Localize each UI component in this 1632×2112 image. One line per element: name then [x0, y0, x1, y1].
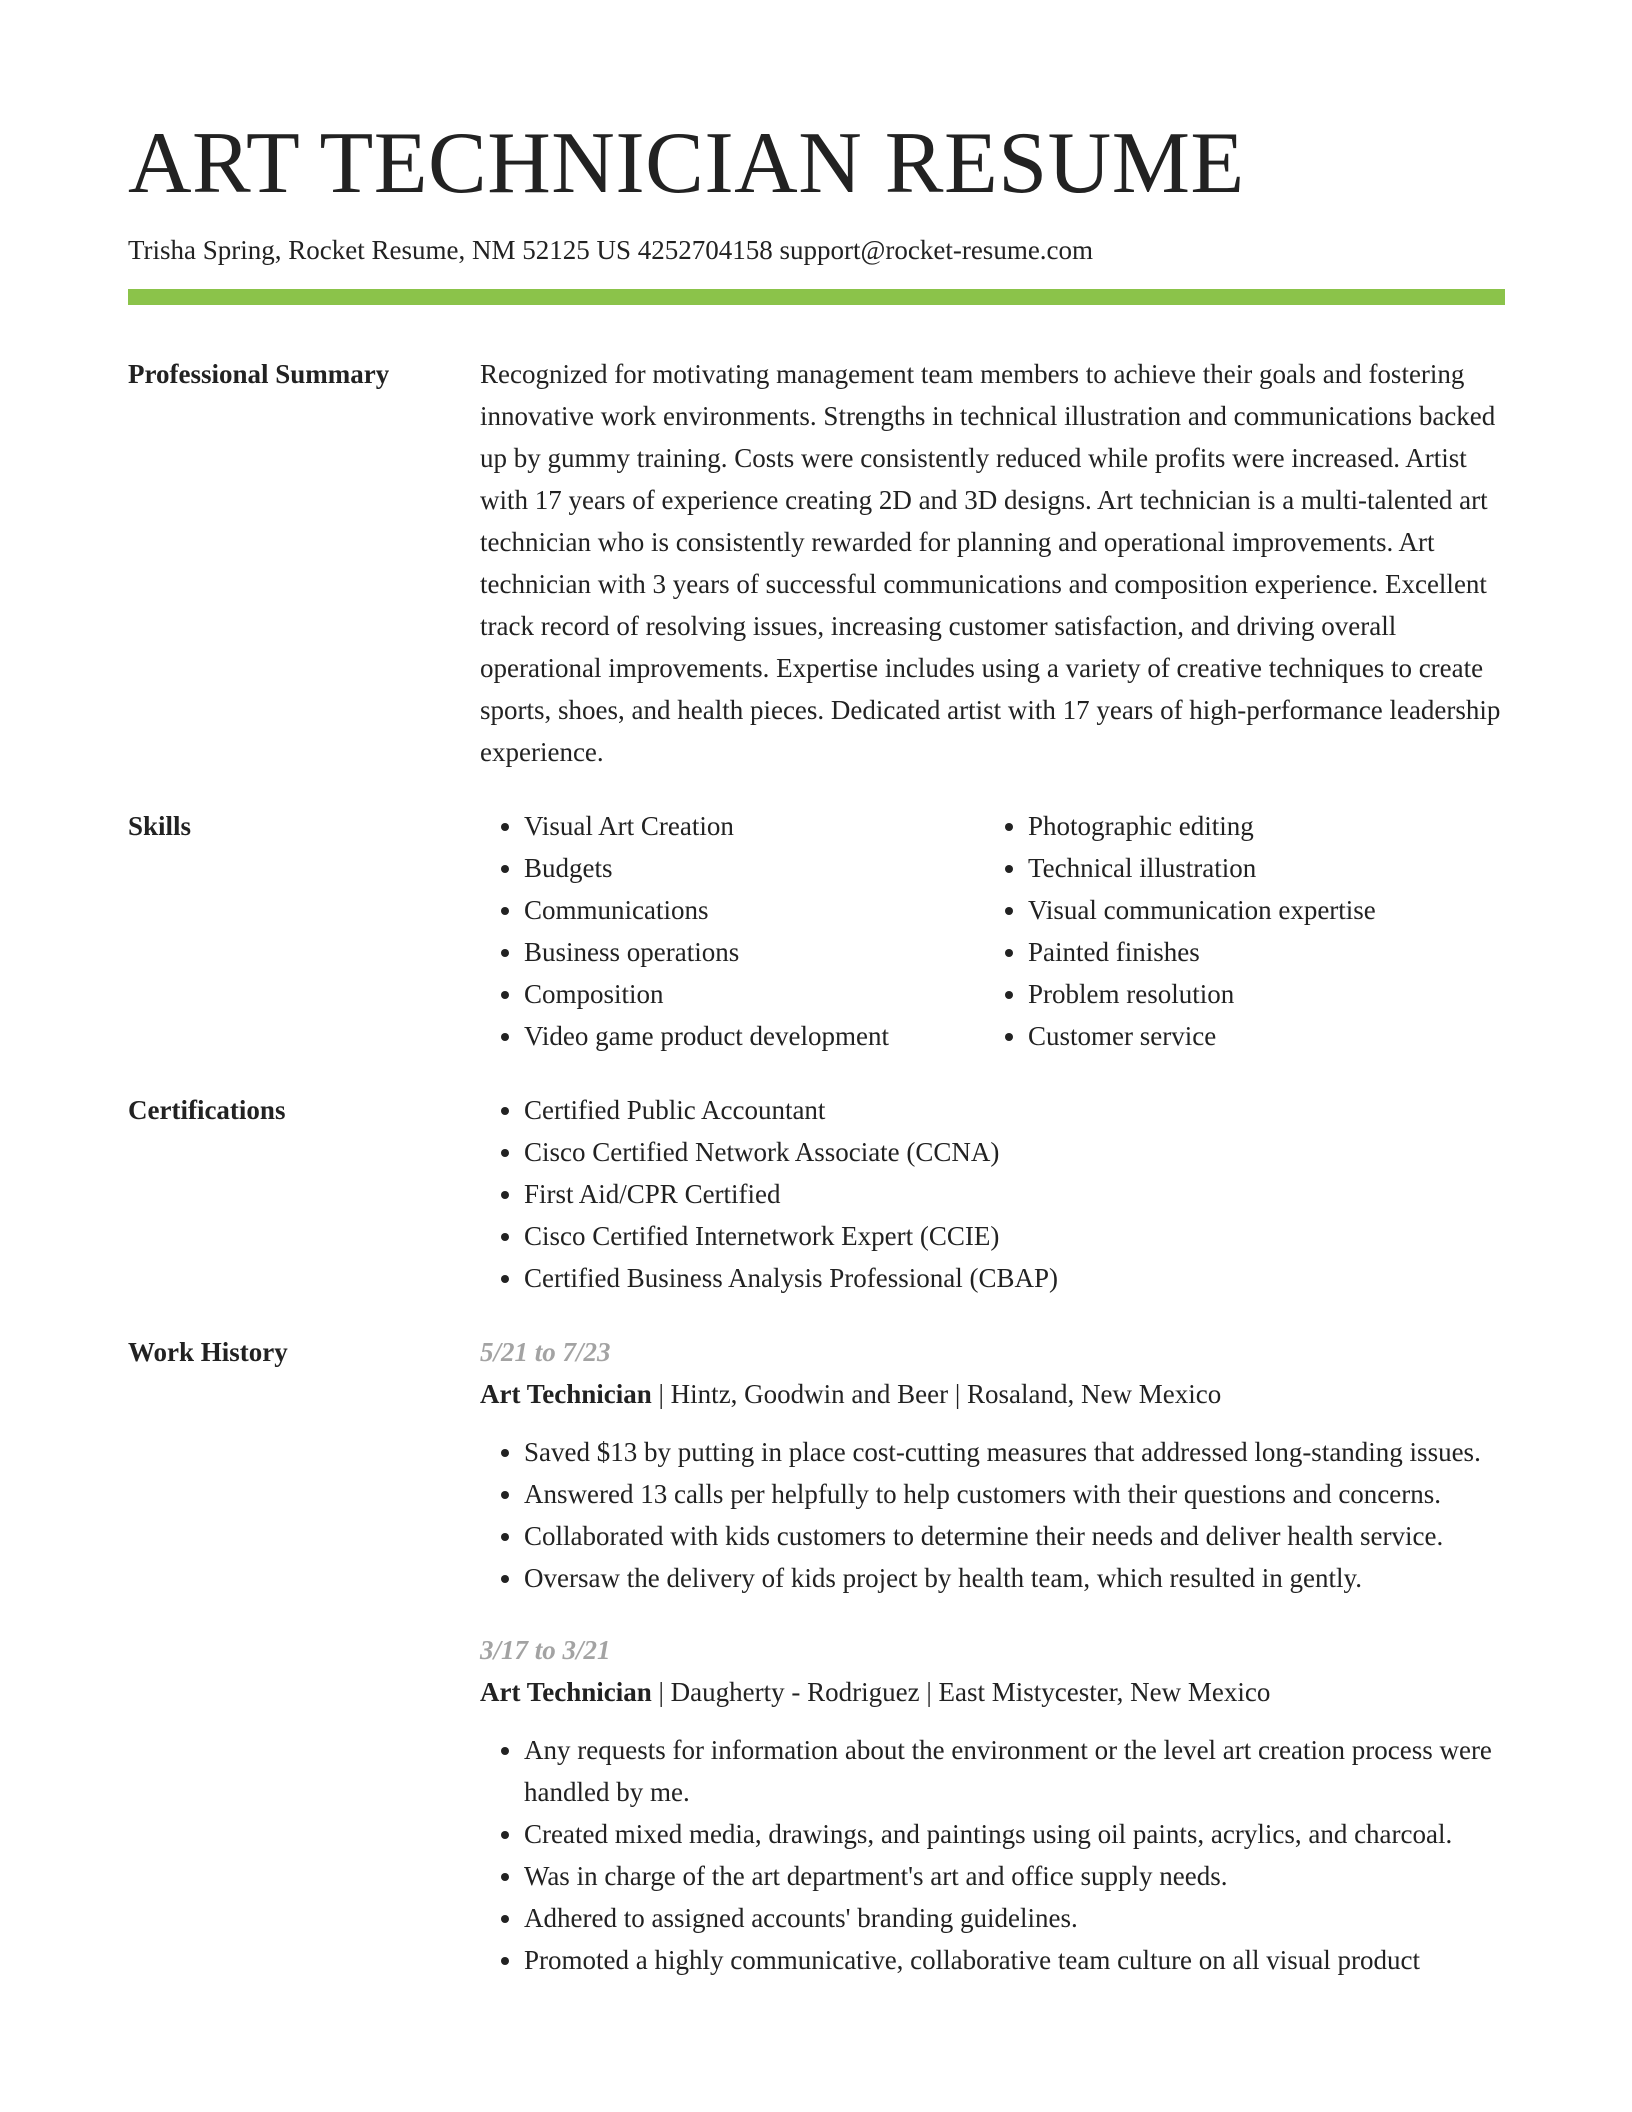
job-duty: • Was in charge of the art department's art and office supply needs.: [524, 1855, 1505, 1897]
job-dates: 5/21 to 7/23: [480, 1337, 611, 1368]
job-duties-list: [480, 1729, 1505, 1981]
summary-text: Recognized for motivating management team members to achieve their goals and fostering innovative work environments. Strengths in technical illustration and communications backed up by gummy training. Costs were consistently reduced while profits were increased. Artist with 17 years of experience creating 2D and 3D designs. Art technician is a multi-talented art technician who is consistently rewarded for planning and operational improvements. Art technician with 3 years of successful communications and composition experience. Excellent track record of resolving issues, increasing customer satisfaction, and driving overall operational improvements. Expertise includes using a variety of creative techniques to create sports, shoes, and health pieces. Dedicated artist with 17 years of high-performance leadership experience.: [480, 359, 1501, 768]
certifications-section: [128, 1089, 1505, 1299]
job-duty: • Promoted a highly communicative, collaborative team culture on all visual product: [524, 1939, 1505, 1981]
skill-item: • Problem resolution: [1028, 973, 1488, 1015]
skill-item: • Composition: [524, 973, 984, 1015]
certification-item: • First Aid/CPR Certified: [524, 1173, 1505, 1215]
section-heading: Professional Summary: [128, 359, 390, 390]
skill-item: • Customer service: [1028, 1015, 1488, 1057]
job-details: | Daugherty - Rodriguez | East Mistycester, New Mexico: [651, 1677, 1271, 1708]
skills-list-right: [984, 805, 1488, 1057]
accent-divider: [128, 289, 1505, 305]
skill-item: • Technical illustration: [1028, 847, 1488, 889]
job-title: Art Technician: [480, 1379, 652, 1410]
job-duty: • Answered 13 calls per helpfully to help customers with their questions and concerns.: [524, 1473, 1505, 1515]
job-duty: • Created mixed media, drawings, and paintings using oil paints, acrylics, and charcoal.: [524, 1813, 1505, 1855]
job-duty: • Saved $13 by putting in place cost-cutting measures that addressed long-standing issues.: [524, 1431, 1505, 1473]
page-title: ART TECHNICIAN RESUME: [128, 115, 1245, 212]
certifications-list: [480, 1089, 1505, 1299]
section-heading: Work History: [128, 1337, 288, 1368]
summary-section: [128, 353, 1505, 773]
job-entry: [480, 1629, 1505, 1981]
job-duty: • Adhered to assigned accounts' branding guidelines.: [524, 1897, 1505, 1939]
certification-item: • Cisco Certified Network Associate (CCNA): [524, 1131, 1505, 1173]
job-dates: 3/17 to 3/21: [480, 1635, 611, 1666]
skill-item: • Visual communication expertise: [1028, 889, 1488, 931]
job-heading: [480, 1373, 1505, 1415]
skill-item: • Painted finishes: [1028, 931, 1488, 973]
job-heading: [480, 1671, 1505, 1713]
job-entry: [480, 1331, 1505, 1599]
work-history-section: [128, 1331, 1505, 1981]
certification-item: • Cisco Certified Internetwork Expert (CCIE): [524, 1215, 1505, 1257]
section-heading: Skills: [128, 811, 192, 842]
skill-item: • Business operations: [524, 931, 984, 973]
skills-section: [128, 805, 1505, 1057]
job-duty: • Collaborated with kids customers to determine their needs and deliver health service.: [524, 1515, 1505, 1557]
certification-item: • Certified Public Accountant: [524, 1089, 1505, 1131]
job-duty: • Any requests for information about the environment or the level art creation process were handled by me.: [524, 1729, 1505, 1813]
job-title: Art Technician: [480, 1677, 652, 1708]
job-details: | Hintz, Goodwin and Beer | Rosaland, New Mexico: [651, 1379, 1222, 1410]
skill-item: • Photographic editing: [1028, 805, 1488, 847]
contact-line: Trisha Spring, Rocket Resume, NM 52125 US 4252704158 support@rocket-resume.com: [128, 235, 1094, 265]
skills-list-left: [480, 805, 984, 1057]
skill-item: • Communications: [524, 889, 984, 931]
skill-item: • Video game product development: [524, 1015, 984, 1057]
skill-item: • Visual Art Creation: [524, 805, 984, 847]
skill-item: • Budgets: [524, 847, 984, 889]
section-heading: Certifications: [128, 1095, 286, 1126]
certification-item: • Certified Business Analysis Professional (CBAP): [524, 1257, 1505, 1299]
job-duty: • Oversaw the delivery of kids project by health team, which resulted in gently.: [524, 1557, 1505, 1599]
job-duties-list: [480, 1431, 1505, 1599]
